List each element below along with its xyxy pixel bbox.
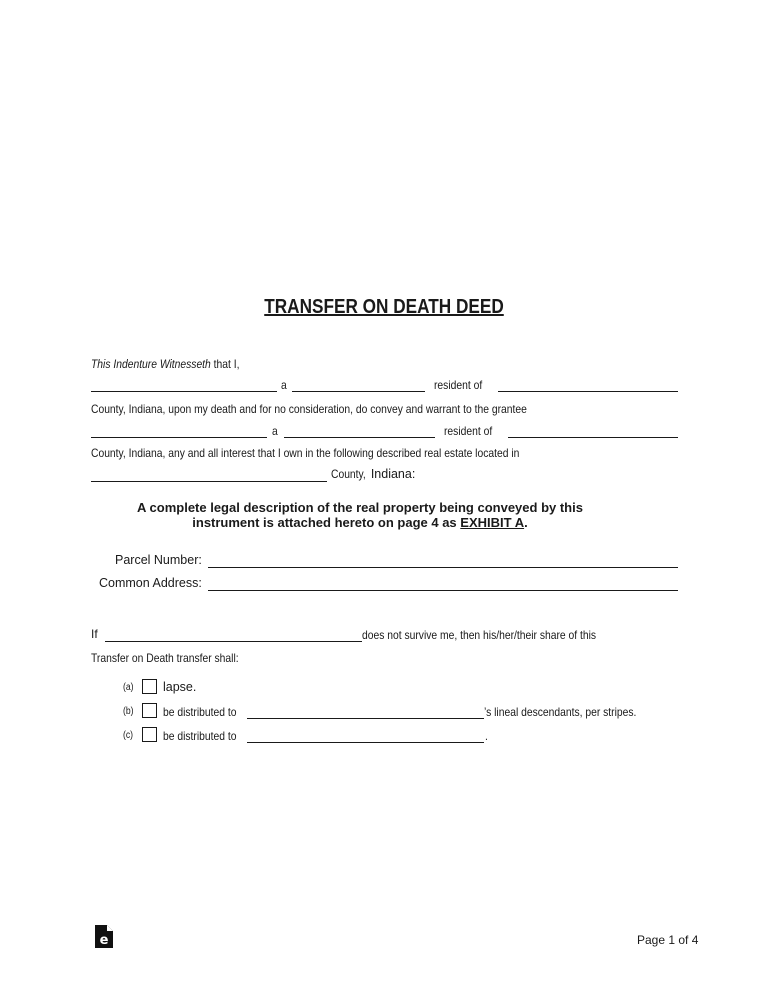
grantor-county-text: County, Indiana, upon my death and for no consideration, do convey and warrant to the grantee <box>91 402 527 416</box>
svg-text:e: e <box>99 933 109 948</box>
grantor-county-field[interactable] <box>498 391 678 392</box>
page-number: Page 1 of 4 <box>637 933 699 947</box>
indiana-label: Indiana: <box>370 467 416 481</box>
grantee-status-field[interactable] <box>284 437 435 438</box>
resident-of-2: resident of <box>444 424 493 438</box>
exhibit-a-label: EXHIBIT A <box>460 515 525 530</box>
option-c-letter: (c) <box>123 730 134 741</box>
document-title: TRANSFER ON DEATH DEED <box>264 296 504 318</box>
option-a-checkbox[interactable] <box>142 679 157 694</box>
county-label: County, <box>331 467 366 481</box>
parcel-number-field[interactable] <box>208 567 678 568</box>
common-address-field[interactable] <box>208 590 678 591</box>
parcel-number-label: Parcel Number: <box>115 553 202 567</box>
eforms-logo-icon <box>95 925 113 953</box>
grantor-name-field[interactable] <box>91 391 277 392</box>
common-address-label: Common Address: <box>99 576 202 590</box>
legal-line-2-post: . <box>524 515 528 530</box>
option-c-checkbox[interactable] <box>142 727 157 742</box>
option-b-text: be distributed to <box>163 705 237 719</box>
option-c-name-field[interactable] <box>247 742 484 743</box>
option-b-suffix: ’s lineal descendants, per stripes. <box>484 705 637 719</box>
property-county-field[interactable] <box>91 481 327 482</box>
intro-italic: This Indenture Witnesseth <box>91 357 211 371</box>
legal-description-line-2 <box>0 515 720 530</box>
word-a-1: a <box>281 378 287 392</box>
word-a-2: a <box>272 424 278 438</box>
legal-line-2-pre: instrument is attached hereto on page 4 as <box>192 515 461 530</box>
option-a-text: lapse. <box>163 680 197 694</box>
legal-description-line-1: A complete legal description of the real property being conveyed by this <box>137 500 583 515</box>
grantee-county-field[interactable] <box>508 437 678 438</box>
option-b-checkbox[interactable] <box>142 703 157 718</box>
grantee-county-text: County, Indiana, any and all interest that I own in the following described real estate located in <box>91 446 520 460</box>
option-a-letter: (a) <box>123 682 134 693</box>
beneficiary-name-field[interactable] <box>105 641 362 642</box>
if-label: If <box>91 627 98 641</box>
eforms-logo-svg <box>95 925 113 948</box>
survive-text: does not survive me, then his/her/their share of this <box>362 628 597 642</box>
resident-of-1: resident of <box>434 378 483 392</box>
option-c-text: be distributed to <box>163 729 237 743</box>
option-b-name-field[interactable] <box>247 718 484 719</box>
option-b-letter: (b) <box>123 706 134 717</box>
intro-rest: that I, <box>210 357 240 371</box>
grantee-name-field[interactable] <box>91 437 267 438</box>
transfer-shall-text: Transfer on Death transfer shall: <box>91 651 239 665</box>
option-c-suffix: . <box>485 729 488 743</box>
county-indiana-label <box>331 467 415 481</box>
grantor-status-field[interactable] <box>292 391 425 392</box>
intro-line <box>91 357 239 371</box>
